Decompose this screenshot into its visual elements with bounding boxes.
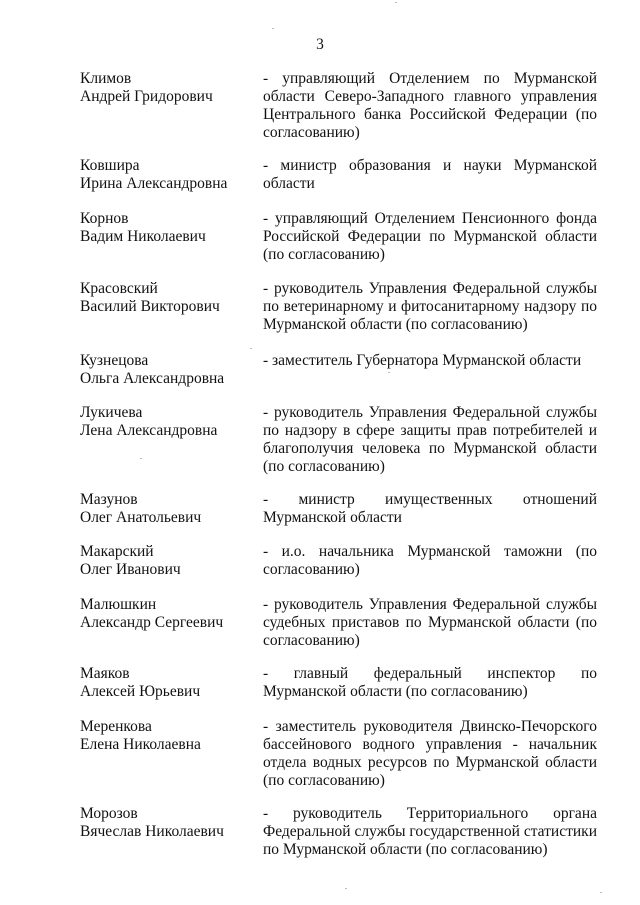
page-number: 3 [316, 36, 324, 53]
person-name [80, 543, 250, 579]
person-surname: Красовский [80, 280, 158, 297]
person-given-name: Алексей Юрьевич [80, 683, 201, 700]
person-given-name: Вадим Николаевич [80, 228, 206, 245]
person-name [80, 70, 250, 106]
scan-speck [388, 372, 390, 373]
person-surname: Кузнецова [80, 352, 149, 369]
person-given-name: Лена Александровна [80, 422, 218, 439]
person-given-name: Олег Иванович [80, 561, 181, 578]
person-role: - заместитель Губернатора Мурманской области [263, 352, 582, 369]
person-name [80, 404, 250, 440]
person-role: - главный федеральный инспектор по Мурманской области (по согласованию) [263, 665, 597, 700]
person-role: - руководитель Управления Федеральной службы по ветеринарному и фитосанитарному надзору по Мурманской области (по согласованию) [263, 280, 597, 333]
person-name [80, 491, 250, 527]
person-role: - министр образования и науки Мурманской области [263, 157, 597, 192]
scan-speck [140, 458, 142, 459]
person-surname: Ковшира [80, 157, 140, 174]
person-role: - управляющий Отделением по Мурманской области Северо-Западного главного управления Центрального банка Российской Федерации (по согласованию) [263, 70, 597, 141]
scan-speck [600, 892, 602, 893]
person-surname: Морозов [80, 805, 138, 822]
person-given-name: Вячеслав Николаевич [80, 823, 224, 840]
person-role: - министр имущественных отношений Мурманской области [263, 491, 597, 526]
person-name [80, 665, 250, 701]
scan-speck [345, 888, 347, 889]
person-given-name: Андрей Гридорович [80, 88, 213, 105]
person-surname: Малюшкин [80, 596, 157, 613]
person-role: - заместитель руководителя Двинско-Печорского бассейнового водного управления - начальник отдела водных ресурсов по Мурманской области (по согласованию) [263, 718, 597, 789]
person-name [80, 596, 250, 632]
person-given-name: Ирина Александровна [80, 175, 228, 192]
person-surname: Макарский [80, 543, 154, 560]
person-given-name: Ольга Александровна [80, 370, 225, 387]
person-role: - и.о. начальника Мурманской таможни (по согласованию) [263, 543, 597, 578]
person-name [80, 280, 250, 316]
person-name [80, 805, 250, 841]
person-name [80, 352, 250, 388]
person-surname: Маяков [80, 665, 130, 682]
person-name [80, 210, 250, 246]
person-given-name: Елена Николаевна [80, 736, 201, 753]
person-role: - руководитель Управления Федеральной службы по надзору в сфере защиты прав потребителей и благополучия человека по Мурманской области (по согласованию) [263, 404, 597, 475]
person-surname: Лукичева [80, 404, 143, 421]
person-surname: Мазунов [80, 491, 138, 508]
person-given-name: Василий Викторович [80, 298, 220, 315]
person-name [80, 718, 250, 754]
person-surname: Меренкова [80, 718, 152, 735]
person-role: - руководитель Управления Федеральной службы судебных приставов по Мурманской области (по согласованию) [263, 596, 597, 649]
scan-speck [272, 28, 274, 29]
person-name [80, 157, 250, 193]
person-surname: Корнов [80, 210, 129, 227]
person-role: - руководитель Территориального органа Федеральной службы государственной статистики по Мурманской области (по согласованию) [263, 805, 597, 858]
scan-speck [395, 2, 397, 3]
person-surname: Климов [80, 70, 132, 87]
person-given-name: Олег Анатольевич [80, 509, 202, 526]
scan-speck [250, 348, 252, 349]
person-role: - управляющий Отделением Пенсионного фонда Российской Федерации по Мурманской области (по согласованию) [263, 210, 597, 263]
person-given-name: Александр Сергеевич [80, 614, 224, 631]
